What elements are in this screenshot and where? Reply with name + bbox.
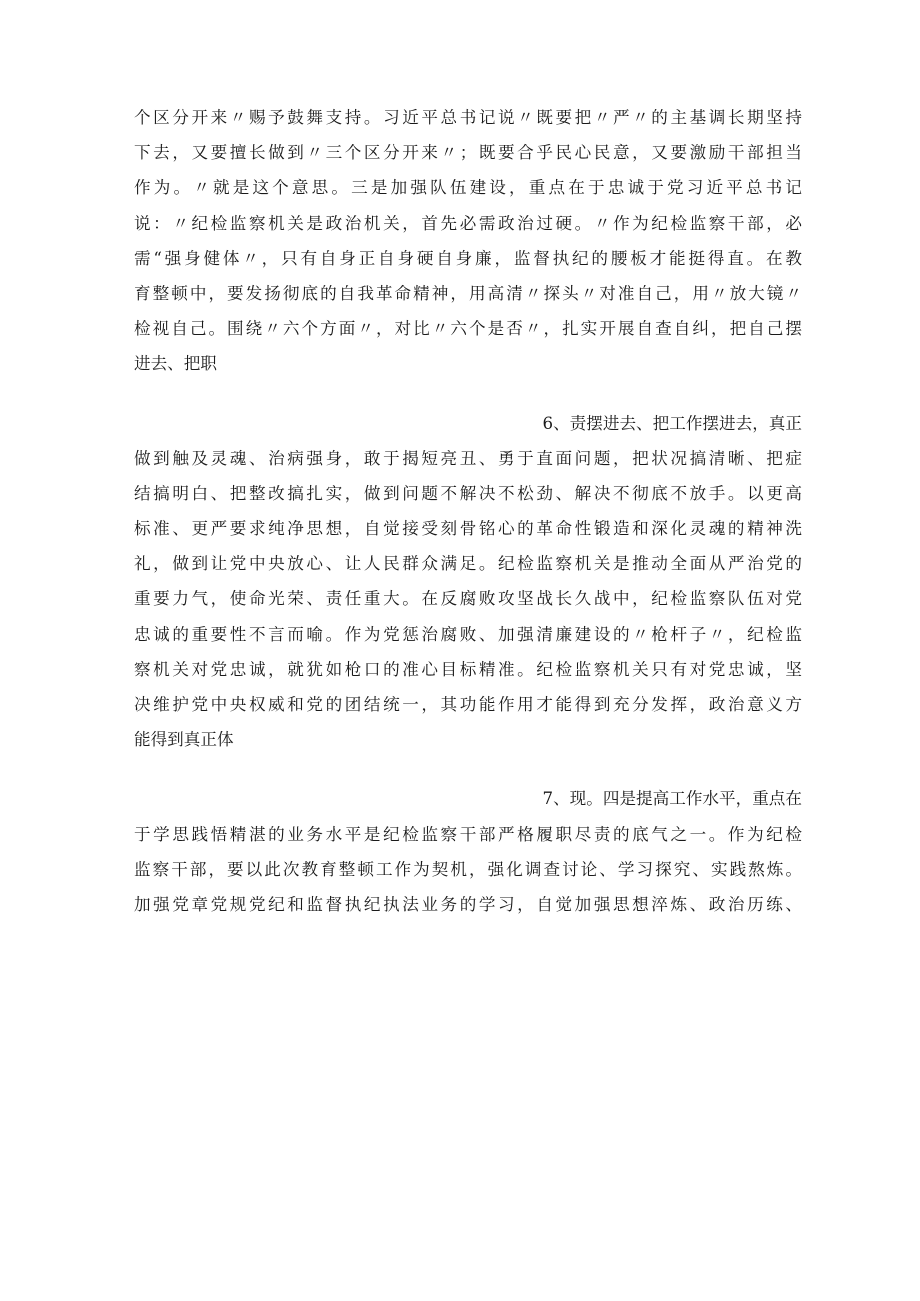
text-line: 能得到真正体 — [134, 730, 234, 750]
text-line: 决维护党中央权威和党的团结统一，其功能作用才能得到充分发挥，政治意义方 — [134, 695, 802, 714]
section-heading-7: 7、现。四是提高工作水平，重点在 — [542, 789, 802, 809]
paragraph-gap — [134, 757, 802, 781]
paragraph-2 — [134, 441, 802, 758]
text-line: 进去、把职 — [134, 354, 217, 374]
text-line: 于学思践悟精湛的业务水平是纪检监察干部严格履职尽责的底气之一。作为纪检 — [134, 824, 802, 844]
text-line: 重要力气，使命光荣、责任重大。在反腐败攻坚战长久战中，纪检监察队伍对党 — [134, 589, 802, 609]
text-line: 检视自己。围绕〃六个方面〃，对比〃六个是否〃，扎实开展自查自纠，把自己摆 — [134, 319, 802, 339]
text-line: 礼，做到让党中央放心、让人民群众满足。纪检监察机关是推动全面从严治党的 — [134, 554, 802, 574]
text-line: 育整顿中，要发扬彻底的自我革命精神，用高清〃探头〃对准自己，用〃放大镜〃 — [134, 283, 802, 303]
paragraph-1 — [134, 100, 802, 382]
text-line: 做到触及灵魂、治病强身，敢于揭短亮丑、勇于直面问题，把状况搞清晰、把症 — [134, 448, 802, 468]
section-heading-6: 6、责摆进去、把工作摆进去，真正 — [542, 413, 802, 433]
text-line: 说：〃纪检监察机关是政治机关，首先必需政治过硬。〃作为纪检监察干部，必 — [134, 213, 802, 233]
paragraph-gap — [134, 382, 802, 406]
text-line: 个区分开来〃赐予鼓舞支持。习近平总书记说〃既要把〃严〃的主基调长期坚持 — [134, 108, 802, 127]
text-line: 加强党章党规党纪和监督执纪执法业务的学习，自觉加强思想淬炼、政治历练、 — [134, 894, 802, 914]
text-line: 忠诚的重要性不言而喻。作为党惩治腐败、加强清廉建设的〃枪杆子〃，纪检监 — [134, 624, 802, 644]
text-line: 下去，又要擅长做到〃三个区分开来〃；既要合乎民心民意，又要激励干部担当 — [134, 143, 802, 163]
text-line: 作为。〃就是这个意思。三是加强队伍建设，重点在于忠诚于党习近平总书记 — [134, 178, 802, 198]
paragraph-3 — [134, 817, 802, 923]
text-line: 标准、更严要求纯净思想，自觉接受刻骨铭心的革命性锻造和深化灵魂的精神洗 — [134, 519, 802, 539]
document-page — [134, 100, 802, 922]
text-line: 需“强身健体〃，只有自身正自身硬自身廉，监督执纪的腰板才能挺得直。在教 — [134, 248, 802, 268]
text-line: 监察干部，要以此次教育整顿工作为契机，强化调查讨论、学习探究、实践熬炼。 — [134, 859, 802, 879]
text-line: 结搞明白、把整改搞扎实，做到问题不解决不松劲、解决不彻底不放手。以更高 — [134, 483, 802, 503]
text-line: 察机关对党忠诚，就犹如枪口的准心目标精准。纪检监察机关只有对党忠诚，坚 — [134, 659, 802, 679]
